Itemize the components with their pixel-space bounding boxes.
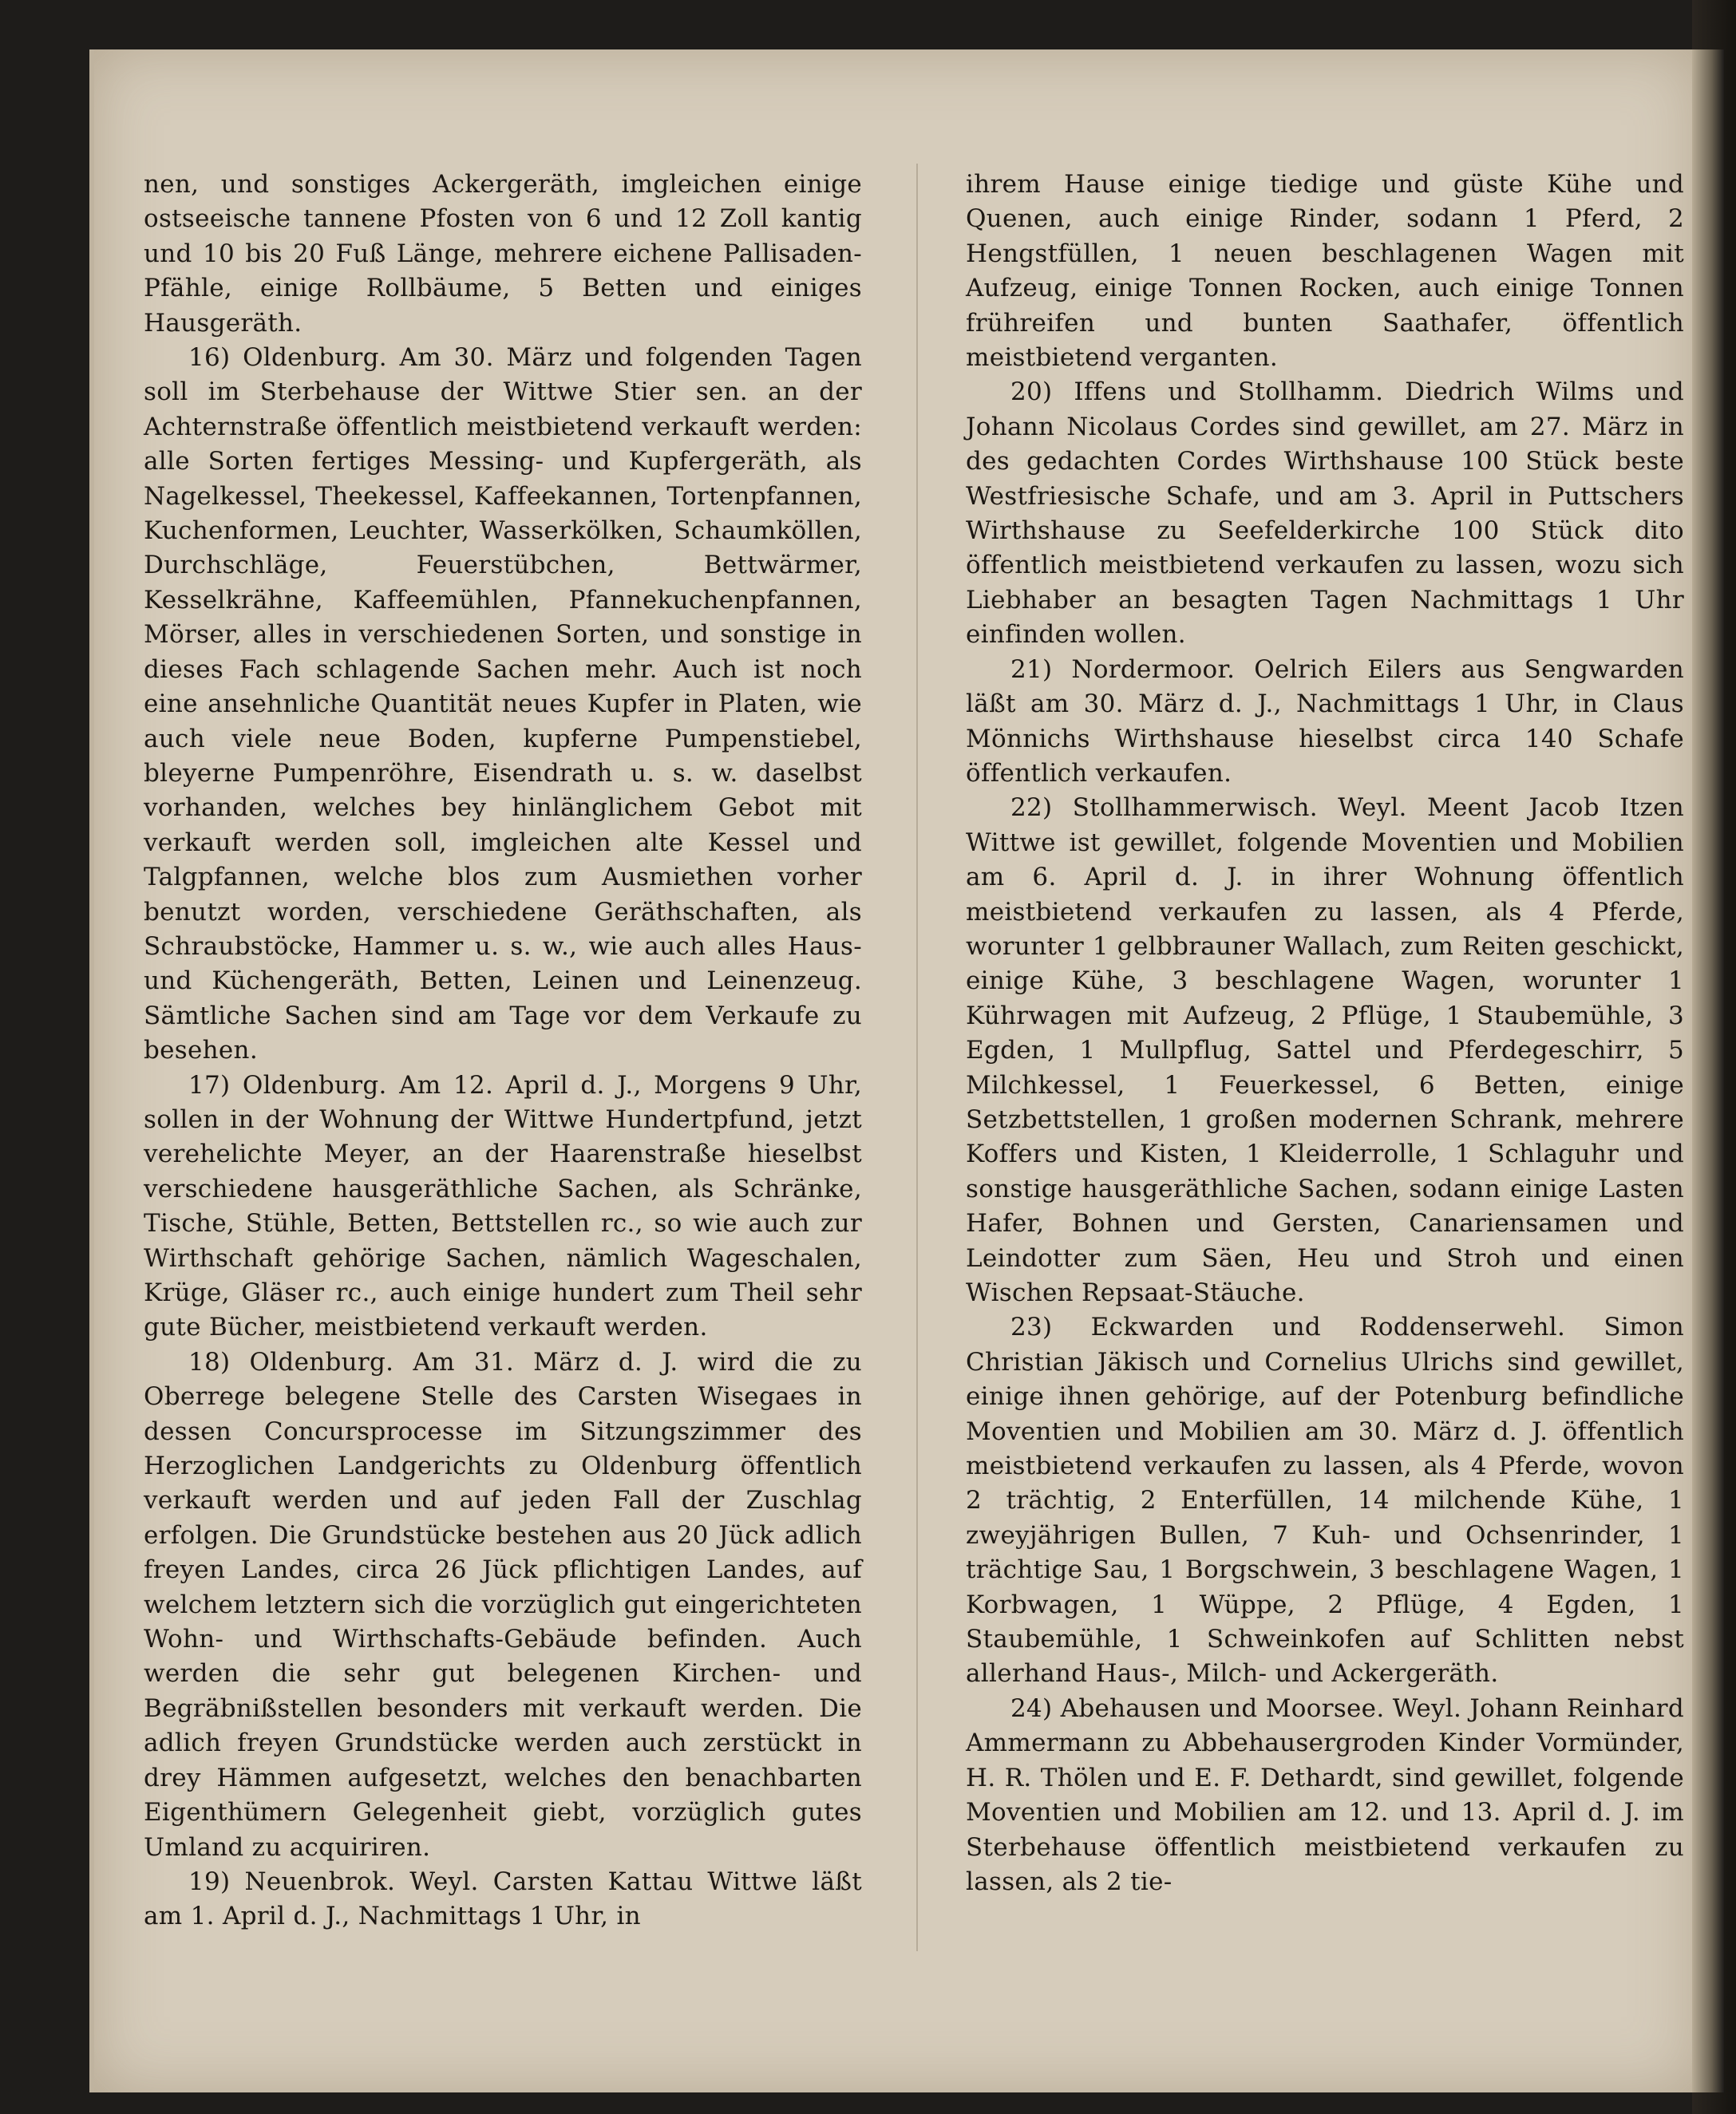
entry-23-eckwarden: 23) Eckwarden und Roddenserwehl. Simon Christian Jäkisch und Cornelius Ulrichs sind gewillet, einige ihnen gehörige, auf der Potenburg befindliche Moventien und Mobilien am 30. März d. J. öffentlich meistbietend verkaufen zu lassen, als 4 Pferde, wovon 2 trächtig, 2 Enterfüllen, 14 milchende Kühe, 1 zweyjährigen Bullen, 7 Kuh- und Ochsenrinder, 1 trächtige Sau, 1 Borgschwein, 3 beschlagene Wagen, 1 Korbwagen, 1 Wüppe, 2 Pflüge, 4 Egden, 1 Staubemühle, 1 Schweinkofen auf Schlitten nebst allerhand Haus-, Milch- und Ackergeräth. — [966, 1313, 1684, 1689]
right-para-0: ihrem Hause einige tiedige und güste Kühe und Quenen, auch einige Rinder, sodann 1 Pferd, 2 Hengstfüllen, 1 neuen beschlagenen Wagen mit Aufzeug, einige Tonnen Rocken, auch einige Tonnen frühreifen und bunten Saathafer, öffentlich meistbietend verganten. — [966, 170, 1684, 373]
entry-24-abehausen: 24) Abehausen und Moorsee. Weyl. Johann Reinhard Ammermann zu Abbehausergroden Kinder Vormünder, H. R. Thölen und E. F. Dethardt, sind gewillet, folgende Moventien und Mobilien am 12. und 13. April d. J. im Sterbehause öffentlich meistbietend verkaufen zu lassen, als 2 tie- — [966, 1693, 1684, 1896]
left-column — [144, 168, 862, 1934]
page-edge-shadow — [1692, 49, 1724, 2092]
entry-20-iffens-stollhamm: 20) Iffens und Stollhamm. Diedrich Wilms und Johann Nicolaus Cordes sind gewillet, am 27. März in des gedachten Cordes Wirthshause 100 Stück beste Westfriesische Schafe, und am 3. April in Puttschers Wirthshause zu Seefelderkirche 100 Stück dito öffentlich meistbietend verkaufen zu lassen, wozu sich Liebhaber an besagten Tagen Nachmittags 1 Uhr einfinden wollen. — [966, 377, 1684, 650]
entry-21-nordermoor: 21) Nordermoor. Oelrich Eilers aus Sengwarden läßt am 30. März d. J., Nachmittags 1 Uhr, in Claus Mönnichs Wirthshause hieselbst circa 140 Schafe öffentlich verkaufen. — [966, 654, 1684, 788]
entry-17-oldenburg: 17) Oldenburg. Am 12. April d. J., Morgens 9 Uhr, sollen in der Wohnung der Wittwe Hundertpfund, jetzt verehelichte Meyer, an der Haarenstraße hieselbst verschiedene hausgeräthliche Sachen, als Schränke, Tische, Stühle, Betten, Bettstellen rc., so wie auch zur Wirthschaft gehörige Sachen, nämlich Wageschalen, Krüge, Gläser rc., auch einige hundert zum Theil sehr gute Bücher, meistbietend verkauft werden. — [144, 1070, 862, 1342]
entry-22-stollhammerwisch: 22) Stollhammerwisch. Weyl. Meent Jacob Itzen Wittwe ist gewillet, folgende Moventien und Mobilien am 6. April d. J. in ihrer Wohnung öffentlich meistbietend verkaufen zu lassen, als 4 Pferde, worunter 1 gelbbrauner Wallach, zum Reiten geschickt, einige Kühe, 3 beschlagene Wagen, worunter 1 Kührwagen mit Aufzeug, 2 Pflüge, 1 Staubemühle, 3 Egden, 1 Mullpflug, Sattel und Pferdegeschirr, 5 Milchkessel, 1 Feuerkessel, 6 Betten, einige Setzbettstellen, 1 großen modernen Schrank, mehrere Koffers und Kisten, 1 Kleiderrolle, 1 Schlaguhr und sonstige hausgeräthliche Sachen, sodann einige Lasten Hafer, Bohnen und Gersten, Canariensamen und Leindotter zum Säen, Heu und Stroh und einen Wischen Repsaat-Stäuche. — [966, 793, 1684, 1307]
column-divider — [916, 164, 918, 1951]
entry-19-neuenbrok: 19) Neuenbrok. Weyl. Carsten Kattau Wittwe läßt am 1. April d. J., Nachmittags 1 Uhr, in — [144, 1867, 862, 1931]
right-column — [966, 168, 1684, 1899]
entry-16-oldenburg: 16) Oldenburg. Am 30. März und folgenden Tagen soll im Sterbehause der Wittwe Stier sen. an der Achternstraße öffentlich meistbietend verkauft werden: alle Sorten fertiges Messing- und Kupfergeräth, als Nagelkessel, Theekessel, Kaffeekannen, Tortenpfannen, Kuchenformen, Leuchter, Wasserkölken, Schaumköllen, Durchschläge, Feuerstübchen, Bettwärmer, Kesselkrähne, Kaffeemühlen, Pfannekuchenpfannen, Mörser, alles in verschiedenen Sorten, und sonstige in dieses Fach schlagende Sachen mehr. Auch ist noch eine ansehnliche Quantität neues Kupfer in Platen, wie auch viele neue Boden, kupferne Pumpenstiebel, bleyerne Pumpenröhre, Eisendrath u. s. w. daselbst vorhanden, welches bey hinlänglichem Gebot mit verkauft werden soll, imgleichen alte Kessel und Talgpfannen, welche blos zum Ausmiethen vorher benutzt worden, verschiedene Geräthschaften, als Schraubstöcke, Hammer u. s. w., wie auch alles Haus- und Küchengeräth, Betten, Leinen und Leinenzeug. Sämtliche Sachen sind am Tage vor dem Verkaufe zu besehen. — [144, 343, 862, 1065]
left-para-0: nen, und sonstiges Ackergeräth, imgleichen einige ostseeische tannene Pfosten von 6 und 12 Zoll kantig und 10 bis 20 Fuß Länge, mehrere eichene Pallisaden-Pfähle, einige Rollbäume, 5 Betten und einiges Hausgeräth. — [144, 170, 862, 338]
entry-18-oldenburg: 18) Oldenburg. Am 31. März d. J. wird die zu Oberrege belegene Stelle des Carsten Wisegaes in dessen Concursprocesse im Sitzungszimmer des Herzoglichen Landgerichts zu Oldenburg öffentlich verkauft werden und auf jeden Fall der Zuschlag erfolgen. Die Grundstücke bestehen aus 20 Jück adlich freyen Landes, circa 26 Jück pflichtigen Landes, auf welchem letztern sich die vorzüglich gut eingerichteten Wohn- und Wirthschafts-Gebäude befinden. Auch werden die sehr gut belegenen Kirchen- und Begräbnißstellen besonders mit verkauft werden. Die adlich freyen Grundstücke werden auch zerstückt in drey Hämmen aufgesetzt, welches den benachbarten Eigenthümern Gelegenheit giebt, vorzüglich gutes Umland zu acquiriren. — [144, 1347, 862, 1862]
